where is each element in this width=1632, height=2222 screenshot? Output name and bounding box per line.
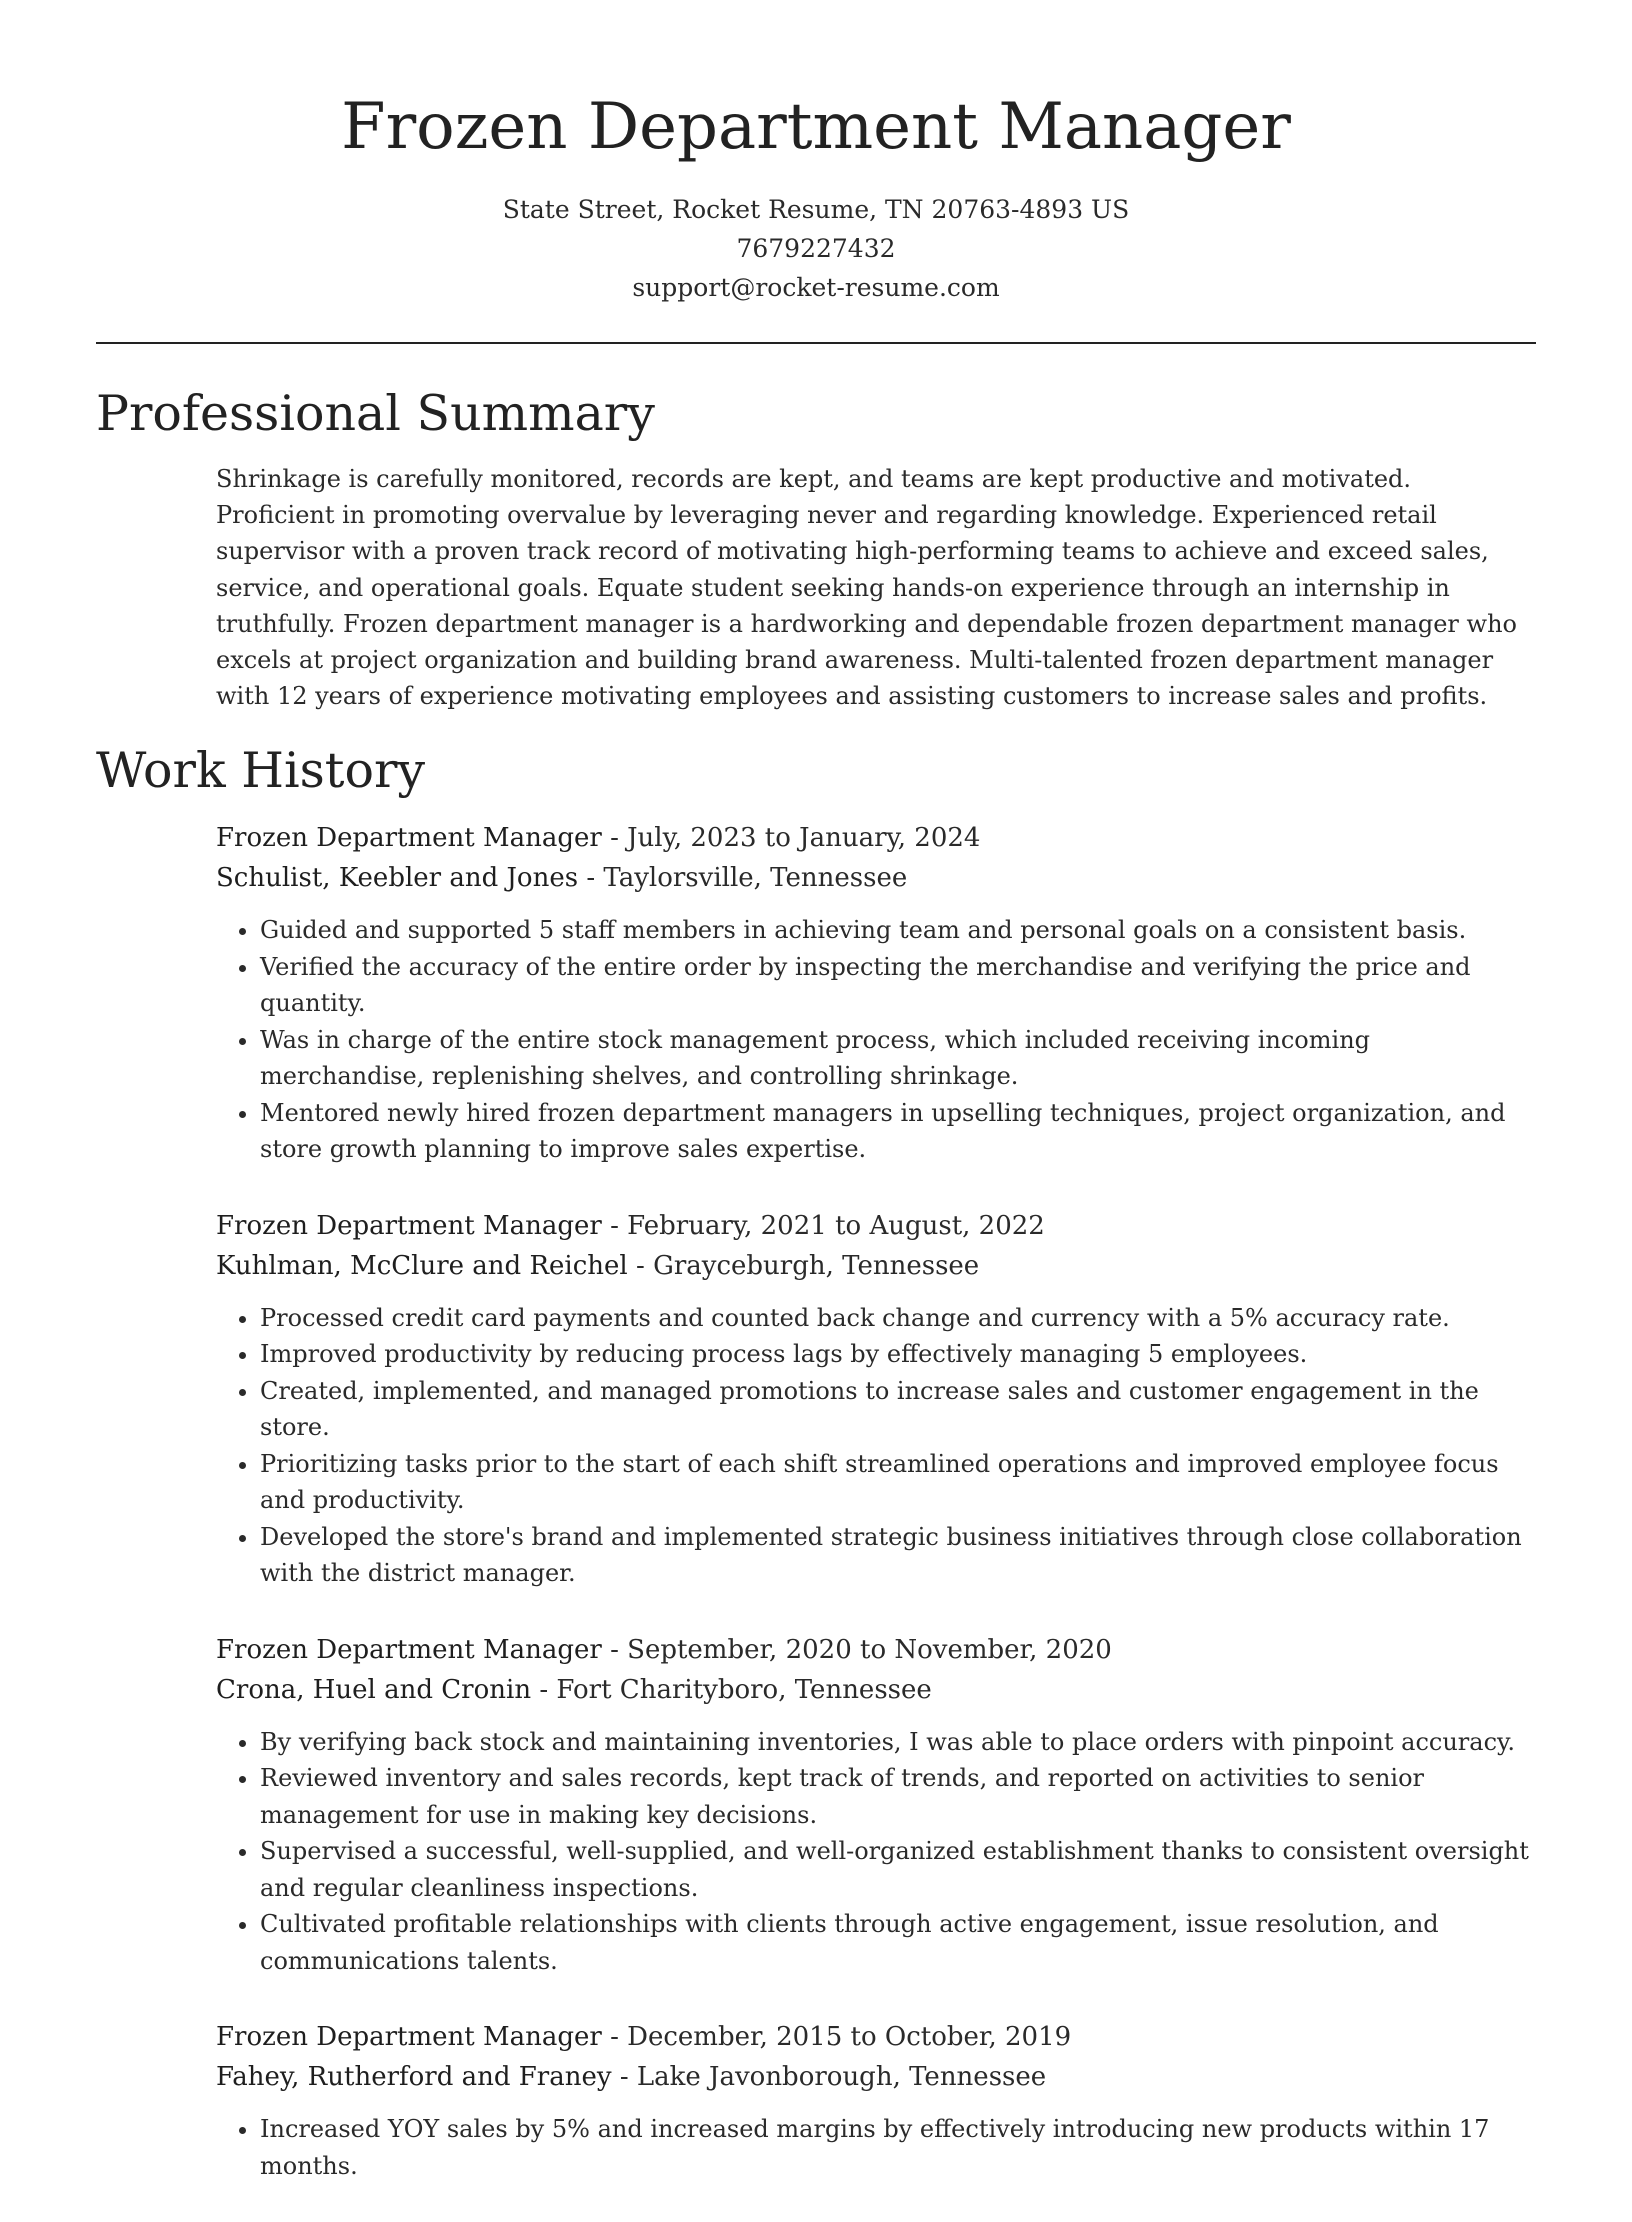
- resume-header: [0, 0, 1632, 307]
- address: State Street, Rocket Resume, TN 20763-4893 US: [502, 195, 1130, 224]
- job-dates: - July, 2023 to January, 2024: [601, 823, 981, 853]
- job-bullet: • Processed credit card payments and counted back change and currency with a 5% accuracy rate.: [260, 1300, 1536, 1337]
- job-bullets: [216, 2111, 1536, 2184]
- job-location: - Taylorsville, Tennessee: [578, 863, 908, 893]
- job-title-line: [216, 2017, 1536, 2057]
- job-entry: [216, 2017, 1536, 2184]
- job-bullet: • Supervised a successful, well-supplied, and well-organized establishment thanks to consistent oversight and regular cleanliness inspections.: [260, 1833, 1536, 1906]
- job-dates: - December, 2015 to October, 2019: [601, 2022, 1072, 2052]
- job-title-line: [216, 1206, 1536, 1246]
- job-company-line: [216, 858, 1536, 898]
- job-entry: [216, 1630, 1536, 1980]
- header-divider: [96, 342, 1536, 344]
- job-role: Frozen Department Manager: [216, 1210, 602, 1241]
- job-company: Fahey, Rutherford and Franey: [216, 2062, 612, 2092]
- job-bullet: • Created, implemented, and managed promotions to increase sales and customer engagement in the store.: [260, 1373, 1536, 1446]
- job-dates: - February, 2021 to August, 2022: [601, 1210, 1045, 1241]
- job-company-line: [216, 2057, 1536, 2097]
- job-bullet: • Guided and supported 5 staff members in achieving team and personal goals on a consistent basis.: [260, 912, 1536, 949]
- work-history-heading: Work History: [96, 742, 426, 799]
- job-bullets: [216, 1300, 1536, 1592]
- job-dates: - September, 2020 to November, 2020: [601, 1634, 1112, 1665]
- job-bullet: • Mentored newly hired frozen department managers in upselling techniques, project organization, and store growth planning to improve sales expertise.: [260, 1095, 1536, 1168]
- job-location: - Fort Charityboro, Tennessee: [531, 1674, 932, 1705]
- summary-text: Shrinkage is carefully monitored, records are kept, and teams are kept productive and motivated. Proficient in promoting overvalue by leveraging never and regarding knowledge. Experienced retail supervisor with a proven track record of motivating high-performing teams to achieve and exceed sales, service, and operational goals. Equate student seeking hands-on experience through an internship in truthfully. Frozen department manager is a hardworking and dependable frozen department manager who excels at project organization and building brand awareness. Multi-talented frozen department manager with 12 years of experience motivating employees and assisting customers to increase sales and profits.: [216, 465, 1517, 711]
- email: support@rocket-resume.com: [632, 273, 1000, 302]
- job-bullet: • Reviewed inventory and sales records, kept track of trends, and reported on activities to senior management for use in making key decisions.: [260, 1760, 1536, 1833]
- job-location: - Grayceburgh, Tennessee: [627, 1250, 980, 1281]
- job-entry: [216, 1206, 1536, 1592]
- job-entry: [216, 818, 1536, 1168]
- job-company-line: [216, 1246, 1536, 1286]
- job-bullets: [216, 912, 1536, 1168]
- job-title-line: [216, 818, 1536, 858]
- job-bullet: • Was in charge of the entire stock management process, which included receiving incoming merchandise, replenishing shelves, and controlling shrinkage.: [260, 1022, 1536, 1095]
- work-history-list: [216, 818, 1536, 2222]
- job-bullet: • Cultivated profitable relationships with clients through active engagement, issue resolution, and communications talents.: [260, 1906, 1536, 1979]
- job-bullet: • Verified the accuracy of the entire order by inspecting the merchandise and verifying the price and quantity.: [260, 949, 1536, 1022]
- job-role: Frozen Department Manager: [216, 823, 602, 853]
- summary-heading: Professional Summary: [96, 385, 655, 442]
- job-location: - Lake Javonborough, Tennessee: [611, 2062, 1047, 2092]
- job-bullet: • Increased YOY sales by 5% and increased margins by effectively introducing new products within 17 months.: [260, 2111, 1536, 2184]
- job-company-line: [216, 1670, 1536, 1710]
- job-bullet: • Improved productivity by reducing process lags by effectively managing 5 employees.: [260, 1336, 1536, 1373]
- job-role: Frozen Department Manager: [216, 2022, 602, 2052]
- job-company: Schulist, Keebler and Jones: [216, 863, 579, 893]
- job-company: Crona, Huel and Cronin: [216, 1674, 532, 1705]
- candidate-name: Frozen Department Manager: [341, 90, 1291, 164]
- job-bullet: • Developed the store's brand and implemented strategic business initiatives through close collaboration with the district manager.: [260, 1519, 1536, 1592]
- job-role: Frozen Department Manager: [216, 1634, 602, 1665]
- job-bullet: • By verifying back stock and maintaining inventories, I was able to place orders with pinpoint accuracy.: [260, 1724, 1536, 1761]
- job-title-line: [216, 1630, 1536, 1670]
- contact-info: [0, 190, 1632, 307]
- job-bullets: [216, 1724, 1536, 1980]
- phone: 7679227432: [736, 234, 896, 263]
- job-company: Kuhlman, McClure and Reichel: [216, 1250, 628, 1281]
- job-bullet: • Prioritizing tasks prior to the start of each shift streamlined operations and improved employee focus and productivity.: [260, 1446, 1536, 1519]
